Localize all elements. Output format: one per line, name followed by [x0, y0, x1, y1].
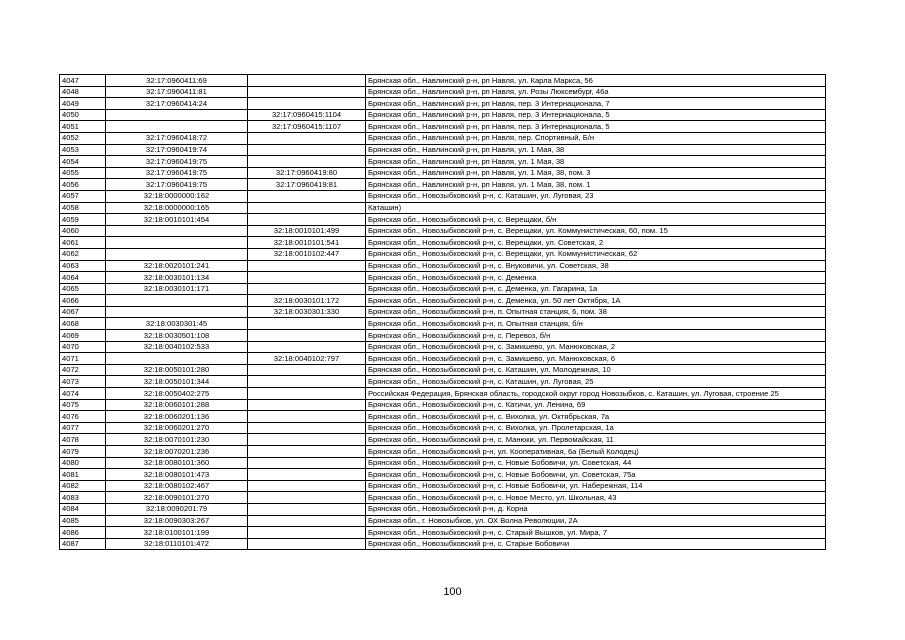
- table-row: [60, 411, 826, 423]
- address-cell: Брянская обл., Новозыбковский р-н, п. Опытная станция, б/н: [366, 318, 826, 330]
- cadastral-sub-number-cell: [248, 457, 366, 469]
- table-row: [60, 132, 826, 144]
- cadastral-sub-number-cell: [248, 330, 366, 342]
- cadastral-number-cell: 32:18:0000000:165: [106, 202, 248, 214]
- cadastral-sub-number-cell: 32:18:0010101:499: [248, 225, 366, 237]
- table-row: [60, 272, 826, 284]
- cadastral-number-cell: 32:18:0080101:360: [106, 457, 248, 469]
- cadastral-number-cell: 32:18:0060101:288: [106, 399, 248, 411]
- address-cell: Брянская обл., Новозыбковский р-н, с. Вихолка, ул. Октябрьская, 7а: [366, 411, 826, 423]
- table-row: [60, 527, 826, 539]
- address-cell: Брянская обл., Новозыбковский р-н, с. Замишево, ул. Манюковская, 6: [366, 353, 826, 365]
- row-number-cell: 4079: [60, 446, 106, 458]
- row-number-cell: 4071: [60, 353, 106, 365]
- cadastral-sub-number-cell: [248, 527, 366, 539]
- cadastral-sub-number-cell: [248, 434, 366, 446]
- row-number-cell: 4066: [60, 295, 106, 307]
- table-row: [60, 86, 826, 98]
- address-cell: Брянская обл., Новозыбковский р-н, с. Верещаки, ул. Коммунистическая, 62: [366, 248, 826, 260]
- address-cell: Брянская обл., Новозыбковский р-н, с. Верещаки, ул. Коммунистическая, 60, пом. 15: [366, 225, 826, 237]
- address-cell: Брянская обл., Навлинский р-н, рп Навля, пер. Спортивный, Б/н: [366, 132, 826, 144]
- table-row: [60, 75, 826, 87]
- address-cell: Брянская обл., Новозыбковский р-н, с. Перевоз, б/н: [366, 330, 826, 342]
- cadastral-sub-number-cell: [248, 388, 366, 400]
- cadastral-number-cell: 32:18:0090101:270: [106, 492, 248, 504]
- address-cell: Брянская обл., Новозыбковский р-н, с. Вихолка, ул. Пролетарская, 1а: [366, 422, 826, 434]
- row-number-cell: 4067: [60, 306, 106, 318]
- row-number-cell: 4084: [60, 503, 106, 515]
- cadastral-number-cell: 32:18:0030501:108: [106, 330, 248, 342]
- table-row: [60, 399, 826, 411]
- cadastral-sub-number-cell: 32:17:0960415:1107: [248, 121, 366, 133]
- cadastral-sub-number-cell: [248, 86, 366, 98]
- address-cell: Брянская обл., г. Новозыбков, ул. ОХ Волна Революции, 2А: [366, 515, 826, 527]
- row-number-cell: 4076: [60, 411, 106, 423]
- table-row: [60, 156, 826, 168]
- table-row: [60, 492, 826, 504]
- property-table: [59, 74, 826, 550]
- cadastral-sub-number-cell: [248, 98, 366, 110]
- cadastral-sub-number-cell: 32:18:0030301:330: [248, 306, 366, 318]
- table-row: [60, 283, 826, 295]
- row-number-cell: 4065: [60, 283, 106, 295]
- table-row: [60, 469, 826, 481]
- cadastral-sub-number-cell: [248, 75, 366, 87]
- address-cell: Брянская обл., Новозыбковский р-н, с. Каташин, ул. Луговая, 23: [366, 190, 826, 202]
- cadastral-number-cell: [106, 121, 248, 133]
- row-number-cell: 4062: [60, 248, 106, 260]
- cadastral-sub-number-cell: [248, 399, 366, 411]
- table-row: [60, 376, 826, 388]
- address-cell: Брянская обл., Навлинский р-н, рп Навля, ул. 1 Мая, 38: [366, 156, 826, 168]
- cadastral-number-cell: 32:17:0960419:75: [106, 179, 248, 191]
- row-number-cell: 4053: [60, 144, 106, 156]
- row-number-cell: 4074: [60, 388, 106, 400]
- row-number-cell: 4048: [60, 86, 106, 98]
- row-number-cell: 4082: [60, 480, 106, 492]
- cadastral-number-cell: [106, 109, 248, 121]
- cadastral-number-cell: 32:18:0060201:270: [106, 422, 248, 434]
- address-cell: Брянская обл., Новозыбковский р-н, п. Опытная станция, 6, пом. 38: [366, 306, 826, 318]
- address-cell: Брянская обл., Навлинский р-н, рп Навля, ул. 1 Мая, 38: [366, 144, 826, 156]
- cadastral-sub-number-cell: [248, 503, 366, 515]
- row-number-cell: 4061: [60, 237, 106, 249]
- table-row: [60, 341, 826, 353]
- table-row: [60, 457, 826, 469]
- cadastral-number-cell: 32:18:0030301:45: [106, 318, 248, 330]
- row-number-cell: 4078: [60, 434, 106, 446]
- address-cell: Брянская обл., Новозыбковский р-н, с. Деменка: [366, 272, 826, 284]
- cadastral-number-cell: 32:18:0060201:136: [106, 411, 248, 423]
- table-row: [60, 388, 826, 400]
- table-row: [60, 353, 826, 365]
- table-row: [60, 538, 826, 550]
- table-row: [60, 248, 826, 260]
- cadastral-sub-number-cell: 32:18:0030101:172: [248, 295, 366, 307]
- table-row: [60, 515, 826, 527]
- cadastral-sub-number-cell: 32:17:0960415:1104: [248, 109, 366, 121]
- cadastral-number-cell: 32:17:0960414:24: [106, 98, 248, 110]
- cadastral-number-cell: 32:18:0090303:267: [106, 515, 248, 527]
- cadastral-number-cell: 32:18:0070201:236: [106, 446, 248, 458]
- address-cell: Брянская обл., Новозыбковский р-н, с. Деменка, ул. 50 лет Октября, 1А: [366, 295, 826, 307]
- cadastral-number-cell: 32:18:0100101:199: [106, 527, 248, 539]
- row-number-cell: 4075: [60, 399, 106, 411]
- row-number-cell: 4060: [60, 225, 106, 237]
- cadastral-number-cell: 32:18:0010101:454: [106, 214, 248, 226]
- cadastral-number-cell: 32:18:0080101:473: [106, 469, 248, 481]
- table-row: [60, 167, 826, 179]
- address-cell: Брянская обл., Новозыбковский р-н, с. Катичи, ул. Ленина, 69: [366, 399, 826, 411]
- cadastral-number-cell: 32:17:0960419:75: [106, 156, 248, 168]
- row-number-cell: 4064: [60, 272, 106, 284]
- address-cell: Брянская обл., Новозыбковский р-н, с. Новые Бобовичи, ул. Советская, 44: [366, 457, 826, 469]
- row-number-cell: 4083: [60, 492, 106, 504]
- address-cell: Брянская обл., Новозыбковский р-н, с. Новые Бобовичи, ул. Советская, 75а: [366, 469, 826, 481]
- row-number-cell: 4063: [60, 260, 106, 272]
- cadastral-sub-number-cell: [248, 190, 366, 202]
- row-number-cell: 4056: [60, 179, 106, 191]
- cadastral-sub-number-cell: [248, 341, 366, 353]
- cadastral-number-cell: 32:18:0030101:134: [106, 272, 248, 284]
- page-number: 100: [443, 586, 462, 598]
- cadastral-number-cell: 32:18:0090201:79: [106, 503, 248, 515]
- address-cell: Брянская обл., Новозыбковский р-н, с. Внуковичи, ул. Советская, 38: [366, 260, 826, 272]
- cadastral-sub-number-cell: 32:18:0010102:447: [248, 248, 366, 260]
- cadastral-number-cell: [106, 225, 248, 237]
- table-row: [60, 225, 826, 237]
- cadastral-sub-number-cell: [248, 202, 366, 214]
- address-cell: Брянская обл., Навлинский р-н, рп Навля, ул. 1 Мая, 38, пом. 3: [366, 167, 826, 179]
- cadastral-sub-number-cell: [248, 422, 366, 434]
- cadastral-sub-number-cell: [248, 446, 366, 458]
- address-cell: Брянская обл., Новозыбковский р-н, с. Верещаки, б/н: [366, 214, 826, 226]
- table-row: [60, 318, 826, 330]
- cadastral-sub-number-cell: [248, 538, 366, 550]
- table-row: [60, 422, 826, 434]
- address-cell: Брянская обл., Навлинский р-н, рп Навля, ул. 1 Мая, 38, пом. 1: [366, 179, 826, 191]
- cadastral-sub-number-cell: 32:17:0960419:81: [248, 179, 366, 191]
- cadastral-number-cell: 32:18:0050101:344: [106, 376, 248, 388]
- address-cell: Брянская обл., Новозыбковский р-н, с. Замишево, ул. Манюковская, 2: [366, 341, 826, 353]
- cadastral-number-cell: 32:18:0050101:280: [106, 364, 248, 376]
- cadastral-number-cell: [106, 237, 248, 249]
- cadastral-sub-number-cell: [248, 283, 366, 295]
- cadastral-number-cell: 32:17:0960411:69: [106, 75, 248, 87]
- cadastral-number-cell: 32:17:0960418:72: [106, 132, 248, 144]
- address-cell: Брянская обл., Навлинский р-н, рп Навля, пер. 3 Интернационала, 5: [366, 109, 826, 121]
- table-row: [60, 190, 826, 202]
- address-cell: Брянская обл., Навлинский р-н, рп Навля, ул. Карла Маркса, 56: [366, 75, 826, 87]
- row-number-cell: 4059: [60, 214, 106, 226]
- cadastral-number-cell: 32:18:0020101:241: [106, 260, 248, 272]
- cadastral-sub-number-cell: [248, 144, 366, 156]
- address-cell: Российская Федерация, Брянская область, городской округ город Новозыбков, с. Каташин, ул. Луговая, строение 25: [366, 388, 826, 400]
- table-row: [60, 214, 826, 226]
- address-cell: Брянская обл., Новозыбковский р-н, с. Верещаки, ул. Советская, 2: [366, 237, 826, 249]
- address-cell: Брянская обл., Навлинский р-н, рп Навля, пер. 3 Интернационала, 7: [366, 98, 826, 110]
- address-cell: Брянская обл., Навлинский р-н, рп Навля, пер. 3 Интернационала, 5: [366, 121, 826, 133]
- address-cell: Брянская обл., Новозыбковский р-н, д. Корна: [366, 503, 826, 515]
- table-row: [60, 330, 826, 342]
- row-number-cell: 4080: [60, 457, 106, 469]
- cadastral-sub-number-cell: [248, 480, 366, 492]
- table-row: [60, 98, 826, 110]
- address-cell: Каташин): [366, 202, 826, 214]
- cadastral-sub-number-cell: [248, 318, 366, 330]
- cadastral-sub-number-cell: [248, 156, 366, 168]
- cadastral-number-cell: [106, 306, 248, 318]
- address-cell: Брянская обл., Навлинский р-н, рп Навля, ул. Розы Люксембург, 46а: [366, 86, 826, 98]
- row-number-cell: 4050: [60, 109, 106, 121]
- table-row: [60, 237, 826, 249]
- row-number-cell: 4081: [60, 469, 106, 481]
- cadastral-sub-number-cell: [248, 260, 366, 272]
- address-cell: Брянская обл., Новозыбковский р-н, с. Деменка, ул. Гагарина, 1а: [366, 283, 826, 295]
- property-table-body: [60, 75, 826, 550]
- row-number-cell: 4054: [60, 156, 106, 168]
- row-number-cell: 4069: [60, 330, 106, 342]
- table-row: [60, 364, 826, 376]
- cadastral-number-cell: 32:17:0960419:74: [106, 144, 248, 156]
- cadastral-sub-number-cell: [248, 492, 366, 504]
- cadastral-sub-number-cell: [248, 364, 366, 376]
- row-number-cell: 4086: [60, 527, 106, 539]
- cadastral-sub-number-cell: [248, 132, 366, 144]
- row-number-cell: 4055: [60, 167, 106, 179]
- table-row: [60, 434, 826, 446]
- cadastral-number-cell: [106, 353, 248, 365]
- row-number-cell: 4051: [60, 121, 106, 133]
- row-number-cell: 4085: [60, 515, 106, 527]
- table-row: [60, 503, 826, 515]
- row-number-cell: 4047: [60, 75, 106, 87]
- cadastral-number-cell: [106, 248, 248, 260]
- address-cell: Брянская обл., Новозыбковский р-н, с. Старые Бобовичи: [366, 538, 826, 550]
- cadastral-number-cell: 32:18:0110101:472: [106, 538, 248, 550]
- table-row: [60, 260, 826, 272]
- address-cell: Брянская обл., Новозыбковский р-н, с. Манюки, ул. Первомайская, 11: [366, 434, 826, 446]
- cadastral-number-cell: 32:18:0080102:467: [106, 480, 248, 492]
- row-number-cell: 4068: [60, 318, 106, 330]
- address-cell: Брянская обл., Новозыбковский р-н, с. Старый Вышков, ул. Мира, 7: [366, 527, 826, 539]
- table-row: [60, 446, 826, 458]
- cadastral-sub-number-cell: 32:18:0010101:541: [248, 237, 366, 249]
- cadastral-number-cell: 32:18:0000000:162: [106, 190, 248, 202]
- row-number-cell: 4049: [60, 98, 106, 110]
- table-row: [60, 121, 826, 133]
- cadastral-number-cell: 32:18:0070101:230: [106, 434, 248, 446]
- table-row: [60, 179, 826, 191]
- row-number-cell: 4058: [60, 202, 106, 214]
- row-number-cell: 4073: [60, 376, 106, 388]
- row-number-cell: 4052: [60, 132, 106, 144]
- table-row: [60, 480, 826, 492]
- cadastral-number-cell: 32:17:0960419:75: [106, 167, 248, 179]
- table-row: [60, 109, 826, 121]
- cadastral-number-cell: 32:18:0050402:275: [106, 388, 248, 400]
- table-row: [60, 202, 826, 214]
- row-number-cell: 4072: [60, 364, 106, 376]
- table-row: [60, 295, 826, 307]
- cadastral-number-cell: [106, 295, 248, 307]
- row-number-cell: 4087: [60, 538, 106, 550]
- cadastral-number-cell: 32:17:0960411:81: [106, 86, 248, 98]
- address-cell: Брянская обл., Новозыбковский р-н, с. Новые Бобовичи, ул. Набережная, 114: [366, 480, 826, 492]
- address-cell: Брянская обл., Новозыбковский р-н, с. Новое Место, ул. Школьная, 43: [366, 492, 826, 504]
- cadastral-sub-number-cell: 32:17:0960419:80: [248, 167, 366, 179]
- cadastral-sub-number-cell: [248, 376, 366, 388]
- address-cell: Брянская обл., Новозыбковский р-н, с. Каташин, ул. Луговая, 25: [366, 376, 826, 388]
- cadastral-sub-number-cell: [248, 469, 366, 481]
- cadastral-number-cell: 32:18:0040102:533: [106, 341, 248, 353]
- table-row: [60, 306, 826, 318]
- cadastral-sub-number-cell: [248, 515, 366, 527]
- cadastral-sub-number-cell: [248, 411, 366, 423]
- row-number-cell: 4070: [60, 341, 106, 353]
- cadastral-sub-number-cell: [248, 272, 366, 284]
- address-cell: Брянская обл., Новозыбковский р-н, с. Каташин, ул. Молодежная, 10: [366, 364, 826, 376]
- row-number-cell: 4077: [60, 422, 106, 434]
- cadastral-number-cell: 32:18:0030101:171: [106, 283, 248, 295]
- cadastral-sub-number-cell: [248, 214, 366, 226]
- cadastral-sub-number-cell: 32:18:0040102:797: [248, 353, 366, 365]
- row-number-cell: 4057: [60, 190, 106, 202]
- address-cell: Брянская обл., Новозыбковский р-н, ул. Кооперативная, 6а (Белый Колодец): [366, 446, 826, 458]
- table-row: [60, 144, 826, 156]
